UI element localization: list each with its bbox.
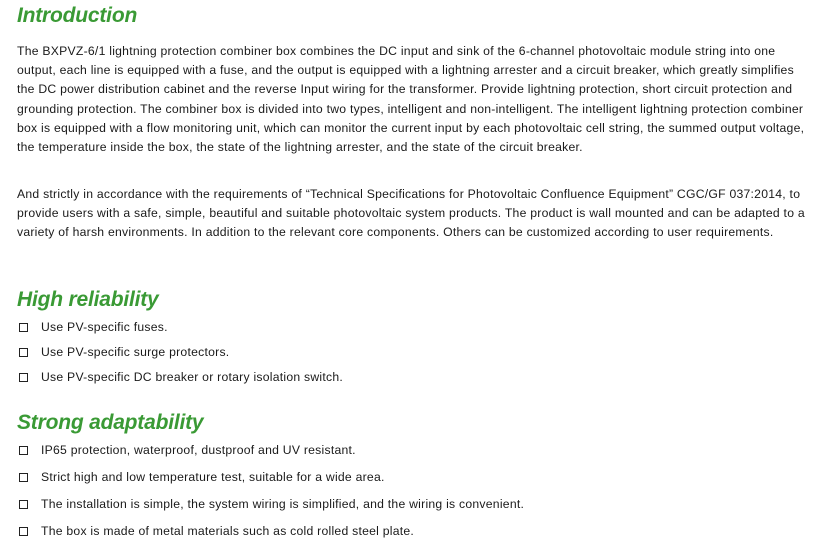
strong-adaptability-heading: Strong adaptability — [17, 411, 204, 434]
list-item-text: Use PV-specific DC breaker or rotary isolation switch. — [41, 370, 344, 384]
checkbox-square-icon — [19, 527, 28, 536]
list-item — [17, 491, 807, 518]
list-item — [17, 437, 807, 464]
list-item-text: IP65 protection, waterproof, dustproof and UV resistant. — [41, 443, 356, 457]
list-item-text: Strict high and low temperature test, suitable for a wide area. — [41, 470, 385, 484]
list-item — [17, 365, 807, 390]
list-item-text: Use PV-specific fuses. — [41, 320, 168, 334]
introduction-heading: Introduction — [17, 4, 138, 27]
list-item-text: The box is made of metal materials such as cold rolled steel plate. — [41, 524, 415, 538]
checkbox-square-icon — [19, 500, 28, 509]
list-item — [17, 464, 807, 491]
checkbox-square-icon — [19, 473, 28, 482]
high-reliability-heading: High reliability — [17, 288, 159, 311]
checkbox-square-icon — [19, 323, 28, 332]
checkbox-square-icon — [19, 446, 28, 455]
list-item-text: Use PV-specific surge protectors. — [41, 345, 230, 359]
introduction-paragraph-2: And strictly in accordance with the requirements of “Technical Specifications for Photovoltaic Confluence Equipment” CGC/GF 037:2014, to provide users with a safe, simple, beautiful and suitable photovoltaic system products. The product is wall mounted and can be adapted to a variety of harsh environments. In addition to the relevant core components. Others can be customized according to user requirements. — [17, 187, 805, 240]
introduction-paragraph-1: The BXPVZ-6/1 lightning protection combiner box combines the DC input and sink of the 6-channel photovoltaic module string into one output, each line is equipped with a fuse, and the output is equipped with a lightning arrester and a circuit breaker, which greatly simplifies the DC power distribution cabinet and the reverse Input wiring for the transformer. Provide lightning protection, short circuit protection and grounding protection. The combiner box is divided into two types, intelligent and non-intelligent. The intelligent lightning protection combiner box is equipped with a flow monitoring unit, which can monitor the current input by each photovoltaic cell string, the summed output voltage, the temperature inside the box, the state of the lightning arrester, and the state of the circuit breaker. — [17, 44, 805, 155]
high-reliability-list — [17, 315, 807, 390]
list-item — [17, 518, 807, 545]
strong-adaptability-list — [17, 437, 807, 545]
checkbox-square-icon — [19, 348, 28, 357]
list-item — [17, 315, 807, 340]
list-item — [17, 340, 807, 365]
checkbox-square-icon — [19, 373, 28, 382]
list-item-text: The installation is simple, the system wiring is simplified, and the wiring is convenient. — [41, 497, 525, 511]
